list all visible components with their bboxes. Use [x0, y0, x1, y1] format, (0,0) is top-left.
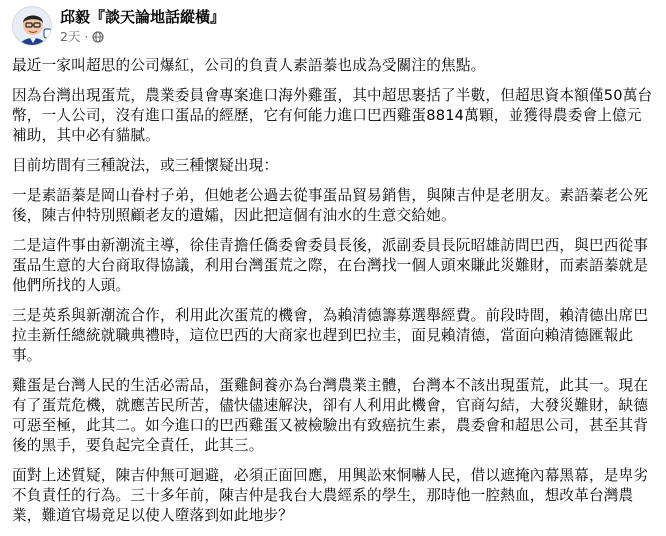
separator-dot: · — [84, 28, 89, 44]
avatar[interactable] — [12, 6, 52, 46]
post-paragraph: 面對上述質疑，陳吉仲無可迴避，必須正面回應，用興訟來恫嚇人民，借以遮掩內幕黑幕，是卑劣不負責任的行為。三十多年前，陳吉仲是我台大農經系的學生，那時他一腔熱血，想改革台灣農業，難道官場竟足以使人墮落到如此地步？ — [12, 467, 649, 524]
post-paragraph: 一是素語蓁是岡山眷村子弟，但她老公過去從事蛋品貿易銷售，與陳吉仲是老朋友。素語蓁老公死後，陳吉仲特別照顧老友的遺孀，因此把這個有油水的生意交給她。 — [12, 187, 649, 224]
post-header — [12, 5, 225, 47]
post-paragraph: 目前坊間有三種說法，或三種懷疑出現： — [12, 157, 279, 174]
post-paragraph: 二是這件事由新潮流主導，徐佳青擔任僑委會委員長後，派副委員長阮昭雄訪問巴西，與巴西從事蛋品生意的大台商取得協議，利用台灣蛋荒之際，在台灣找一個人頭來賺此災難財，而素語蓁就是他們所找的人頭。 — [12, 237, 649, 294]
post-paragraph: 最近一家叫超思的公司爆紅，公司的負責人素語蓁也成為受關注的焦點。 — [12, 57, 486, 74]
post-subline — [60, 29, 225, 45]
author-name[interactable]: 邱毅『談天論地話縱橫』 — [60, 7, 226, 26]
post-timestamp[interactable]: 2天 — [60, 28, 81, 44]
avatar-illustration — [13, 7, 52, 46]
post-meta — [60, 8, 225, 45]
post-body — [12, 56, 656, 536]
post-paragraph: 雞蛋是台灣人民的生活必需品，蛋雞飼養亦為台灣農業主體，台灣本不該出現蛋荒，此其一。現在有了蛋荒危機，就應苦民所苦，儘快儘速解決，卻有人利用此機會，官商勾結，大發災難財，缺德可惡至極，此其二。如今進口的巴西雞蛋又被檢驗出有致癌抗生素，農委會和超思公司，甚至其背後的黑手，要負起完全責任，此其三。 — [12, 377, 649, 454]
globe-icon[interactable] — [92, 31, 104, 43]
post-paragraph: 三是英系與新潮流合作，利用此次蛋荒的機會，為賴清德籌募選舉經費。前段時間，賴清德出席巴拉圭新任總統就職典禮時，這位巴西的大商家也趕到巴拉圭，面見賴清德，當面向賴清德匯報此事。 — [12, 307, 649, 364]
post-paragraph: 因為台灣出現蛋荒，農業委員會專案進口海外雞蛋，其中超思裹括了半數，但超思資本額僅50萬台幣，一人公司，沒有進口蛋品的經歷，它有何能力進口巴西雞蛋8814萬顆，並獲得農委會上億元補助，其中必有貓膩。 — [12, 87, 653, 144]
